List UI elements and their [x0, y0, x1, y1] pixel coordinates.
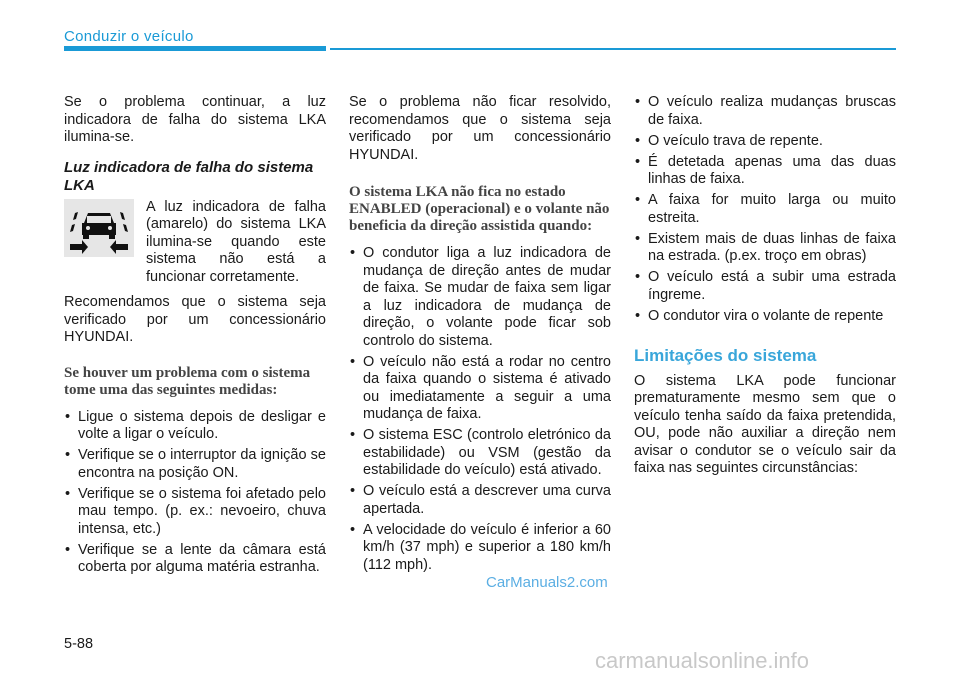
list-item: • Verifique se o sistema foi afetado pelo mau tempo. (p. ex.: nevoeiro, chuva intensa, etc.)	[64, 486, 326, 539]
col2-intro: Se o problema não ficar resolvido, recomendamos que o sistema seja verificado por um concessionário HYUNDAI.	[349, 94, 611, 163]
list-item: • A faixa for muito larga ou muito estreita.	[634, 192, 896, 227]
lka-warning-icon	[64, 199, 134, 257]
lka-not-enabled-heading: O sistema LKA não fica no estado ENABLED (operacional) e o volante não beneficia da direção assistida quando:	[349, 184, 610, 234]
watermark-carmanuals: CarManuals2.com	[486, 574, 608, 591]
list-item: • O condutor liga a luz indicadora de mudança de direção antes de mudar de faixa. Se mudar de faixa sem ligar a luz indicadora de mudança de direção, o volante pode ficar sob controlo do sistema.	[349, 245, 611, 350]
list-item: • Verifique se o interruptor da ignição se encontra na posição ON.	[64, 447, 326, 482]
measures-list	[64, 409, 326, 577]
list-item: • Verifique se a lente da câmara está coberta por alguma matéria estranha.	[64, 542, 326, 577]
list-item: • O veículo está a descrever uma curva apertada.	[349, 483, 611, 518]
list-item: • O veículo realiza mudanças bruscas de faixa.	[634, 94, 896, 129]
col1-recommend: Recomendamos que o sistema seja verificado por um concessionário HYUNDAI.	[64, 294, 326, 345]
lka-indicator-description: A luz indicadora de falha (amarelo) do sistema LKA ilumina-se quando este sistema não está a funcionar corretamente.	[146, 198, 326, 285]
limitations-paragraph: O sistema LKA pode funcionar prematuramente mesmo sem que o veículo tenha saído da faixa pretendida, OU, pode não auxiliar a direção nem avisar o condutor se o veículo sair da faixa nas seguintes circunstâncias:	[634, 372, 896, 476]
lka-indicator-heading: Luz indicadora de falha do sistema LKA	[64, 158, 314, 194]
list-item: • O sistema ESC (controlo eletrónico da estabilidade) ou VSM (gestão da estabilidade do veículo) está ativado.	[349, 427, 611, 480]
watermark-online: carmanualsonline.info	[595, 648, 810, 673]
header-bar-thin	[330, 48, 896, 50]
list-item: • É detetada apenas uma das duas linhas de faixa.	[634, 154, 896, 189]
list-item: • O veículo está a subir uma estrada íngreme.	[634, 269, 896, 304]
list-item: • A velocidade do veículo é inferior a 60 km/h (37 mph) e superior a 180 km/h (112 mph).	[349, 522, 611, 575]
lka-icon-row	[64, 199, 326, 287]
list-item: • O veículo não está a rodar no centro da faixa quando o sistema é ativado ou imediatamente a seguir a uma mudança de faixa.	[349, 354, 611, 424]
list-item: • O condutor vira o volante de repente	[634, 308, 896, 326]
column-2	[349, 94, 611, 578]
section-title: Conduzir o veículo	[64, 28, 194, 45]
list-item: • O veículo trava de repente.	[634, 133, 896, 151]
list-item: • Ligue o sistema depois de desligar e volte a ligar o veículo.	[64, 409, 326, 444]
column-3	[634, 94, 896, 488]
page-number: 5-88	[64, 636, 94, 652]
conditions-list	[634, 94, 896, 325]
not-enabled-list	[349, 245, 611, 574]
system-limitations-heading: Limitações do sistema	[634, 346, 817, 365]
list-item: • Existem mais de duas linhas de faixa na estrada. (p.ex. troço em obras)	[634, 231, 896, 266]
col1-intro: Se o problema continuar, a luz indicadora de falha do sistema LKA ilumina-se.	[64, 94, 326, 145]
header-bar-thick	[64, 46, 326, 51]
problem-measures-heading: Se houver um problema com o sistema tome uma das seguintes medidas:	[64, 364, 311, 398]
column-1	[64, 94, 326, 580]
